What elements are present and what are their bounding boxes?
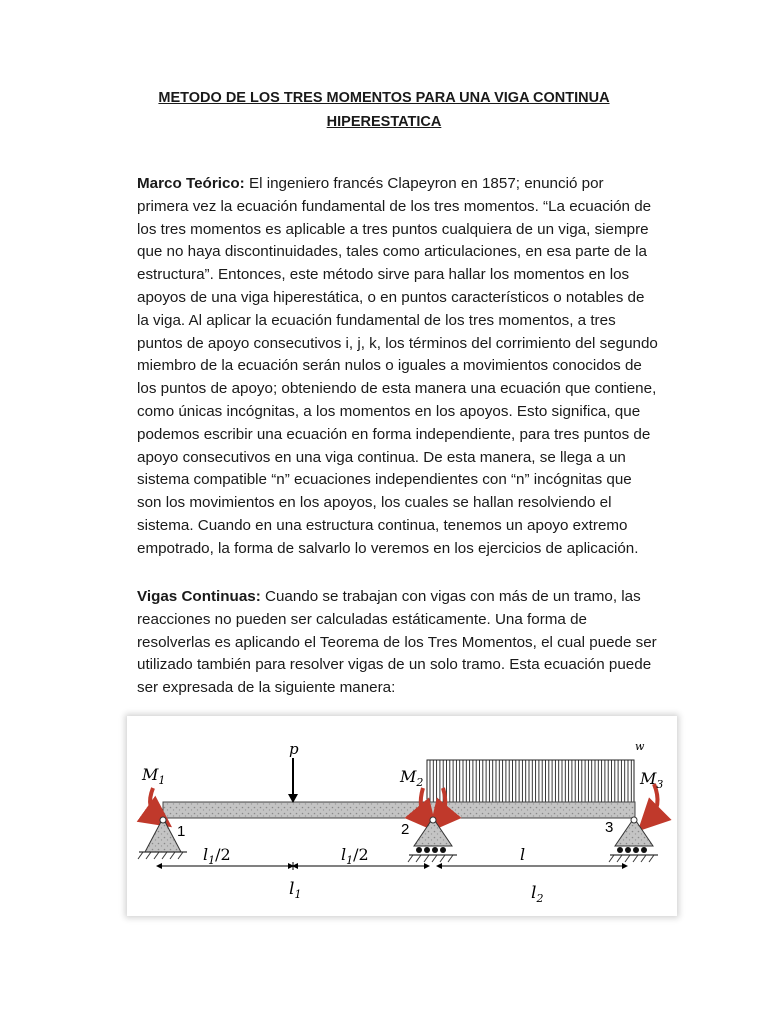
dim-l1-half-left <box>203 845 231 867</box>
support-1-label: 1 <box>177 823 186 840</box>
dim-l1-half-right <box>341 845 369 867</box>
beam-diagram-svg <box>127 716 677 916</box>
support-2-label: 2 <box>401 821 410 838</box>
title-line-2: HIPERESTATICA <box>326 114 442 130</box>
beam-diagram <box>127 716 677 916</box>
support-3-roller <box>609 817 658 862</box>
beam <box>163 802 635 818</box>
svg-text:M3: $M_3$ <box>640 769 664 791</box>
svg-text:l1: $l_1$ <box>289 879 302 901</box>
document-title <box>120 86 648 134</box>
title-line-1: METODO DE LOS TRES MOMENTOS PARA UNA VIGA CONTINUA <box>158 90 610 106</box>
svg-text:l2: $l_2$ <box>531 883 544 905</box>
svg-text:M1: $M_1$ <box>142 765 166 787</box>
dim-l2 <box>531 883 543 905</box>
paragraph-vigas-continuas <box>137 586 659 700</box>
paragraph-marco-teorico <box>137 173 659 561</box>
moment-m2-label <box>399 767 423 789</box>
dim-l: l <box>520 845 526 864</box>
support-2-roller <box>408 817 457 862</box>
paragraph-body: El ingeniero francés Clapeyron en 1857; enunció por primera vez la ecuación fundamental de los tres momentos. “La ecuación de los tres momentos es aplicable a tres puntos cualquiera de un viga, siempre que no haya discontinuidades, tales como articulaciones, en esa parte de la estructura”. Entonces, este método sirve para hallar los momentos en los apoyos de una viga hiperestática, o en puntos característicos o notables de la viga. Al aplicar la ecuación fundamental de los tres momentos, a tres puntos de apoyo consecutivos i, j, k, los términos del corrimiento del segundo miembro de la ecuación serán nulos o iguales a movimientos conocidos de los puntos de apoyo; obteniendo de esta manera una ecuación que contiene, como únicas incógnitas, a los momentos en los apoyos. Esto significa, que podemos escribir una ecuación en forma independiente, para tres puntos de apoyo consecutivos en una viga continua. De esta manera, se llega a un sistema compatible “n” ecuaciones independientes con “n” incógnitas que son los movimientos en los apoyos, los cuales se hallan resolviendo el sistema. Cuando en una estructura continua, tenemos un apoyo extremo empotrado, la forma de salvarlo lo veremos en los ejercicios de aplicación. <box>137 175 658 557</box>
load-w-label: w <box>635 740 645 753</box>
dim-l1 <box>289 879 301 901</box>
svg-text:l1/2: $l_1/2$ <box>203 845 231 867</box>
moment-m1-arrow <box>150 788 159 818</box>
paragraph-body: Cuando se trabajan con vigas con más de un tramo, las reacciones no pueden ser calculadas estáticamente. Una forma de resolverlas es aplicando el Teorema de los Tres Momentos, el cual puede ser utilizado también para resolver vigas de un solo tramo. Esta ecuación puede ser expresada de la siguiente manera: <box>137 588 657 697</box>
svg-text:l1/2: $l_1/2$ <box>341 845 369 867</box>
load-p-label: p <box>289 740 299 758</box>
support-3-label: 3 <box>605 819 614 836</box>
moment-m1-label <box>141 765 165 787</box>
paragraph-lead: Vigas Continuas: <box>137 588 261 605</box>
paragraph-lead: Marco Teórico: <box>137 175 245 192</box>
svg-text:M2: $M_2$ <box>400 767 424 789</box>
distributed-load <box>427 760 634 802</box>
moment-m3-label <box>639 769 663 791</box>
point-load-p <box>288 758 298 803</box>
